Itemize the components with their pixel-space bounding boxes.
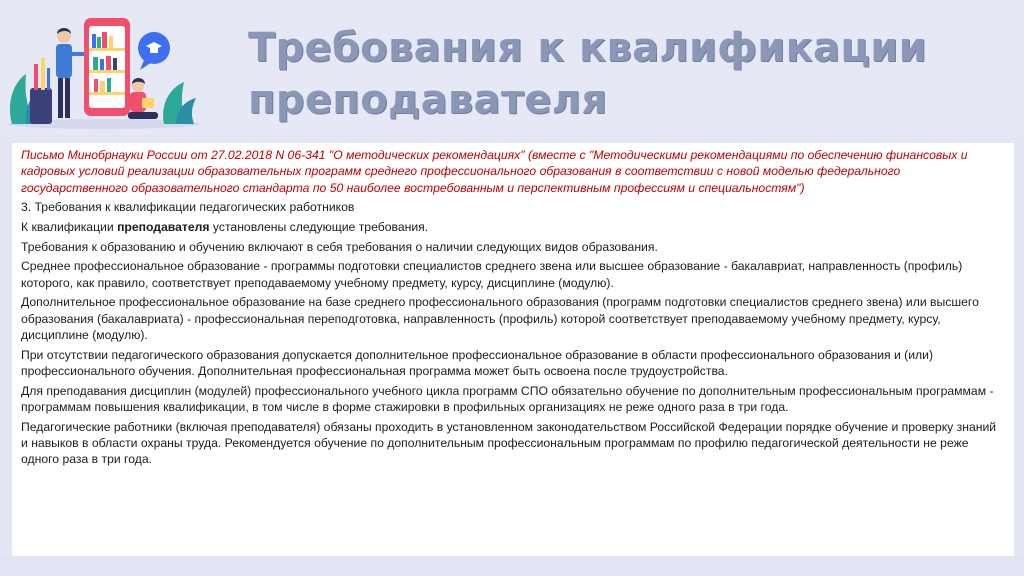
req-prefix: К квалификации xyxy=(21,219,118,234)
teacher-illustration xyxy=(4,12,200,130)
content-panel xyxy=(12,143,1014,556)
paragraph-safety: Педагогические работники (включая преподавателя) обязаны проходить в установленном законодательством Российской Федерации порядке обучение и проверку знаний и навыков в области охраны труда. Рекомендуется обучение по дополнительным профессиональным программам по профилю педагогической деятельности не реже одного раза в три года. xyxy=(21,419,997,467)
section-heading: 3. Требования к квалификации педагогических работников xyxy=(21,200,355,215)
paragraph-additional: Дополнительное профессиональное образование на базе среднего профессионального образования (программ подготовки специалистов среднего звена) или высшего образования (бакалавриата) - профессиональная переподготовка, направленность (профиль) которой соответствует преподаваемому учебному предмету, курсу, дисциплине (модулю). xyxy=(21,295,979,342)
pencil-cup xyxy=(30,88,52,124)
paragraph-spo: Среднее профессиональное образование - программы подготовки специалистов среднего звена или высшее образование - бакалавриат, направленность (профиль) которого, как правило, соответствует преподаваемому учебному предмету, курсу, дисциплине (модулю). xyxy=(21,259,963,290)
paragraph-education: Требования к образованию и обучению включают в себя требования о наличии следующих видов образования. xyxy=(21,239,658,254)
paragraph-qualification: Для преподавания дисциплин (модулей) профессионального учебного цикла программ СПО обязательно обучение по дополнительным профессиональным программам - программам повышения квалификации, в том числе в форме стажировки в профильных организациях не реже одного раза в три года. xyxy=(21,383,994,414)
req-suffix: установлены следующие требования. xyxy=(209,219,429,234)
page-title xyxy=(248,22,1008,126)
req-bold: преподавателя xyxy=(117,219,210,234)
requirements-intro xyxy=(21,219,1006,235)
person-body xyxy=(56,44,72,78)
document-text xyxy=(21,147,1006,471)
source-letter: Письмо Минобрнауки России от 27.02.2018 N 06-341 "О методических рекомендациях" (вместе с "Методическими рекомендациями по обеспечению финансовых и кадровых условий реализации образовательных программ среднего профессионального образования в соответствии с новой моделью федерального государственного образовательного стандарта по 50 наиболее востребованным и перспективным профессиям и специальностям") xyxy=(21,148,968,195)
paragraph-no-pedagogical: При отсутствии педагогического образования допускается дополнительное профессиональное образование в области профессионального образования и (или) профессионального обучения. Дополнительная профессиональная программа может быть освоена после трудоустройства. xyxy=(21,347,934,378)
title-line-1: Требования к квалификации xyxy=(248,25,927,71)
title-line-2: преподавателя xyxy=(248,77,608,123)
bottom-band xyxy=(0,556,1024,576)
